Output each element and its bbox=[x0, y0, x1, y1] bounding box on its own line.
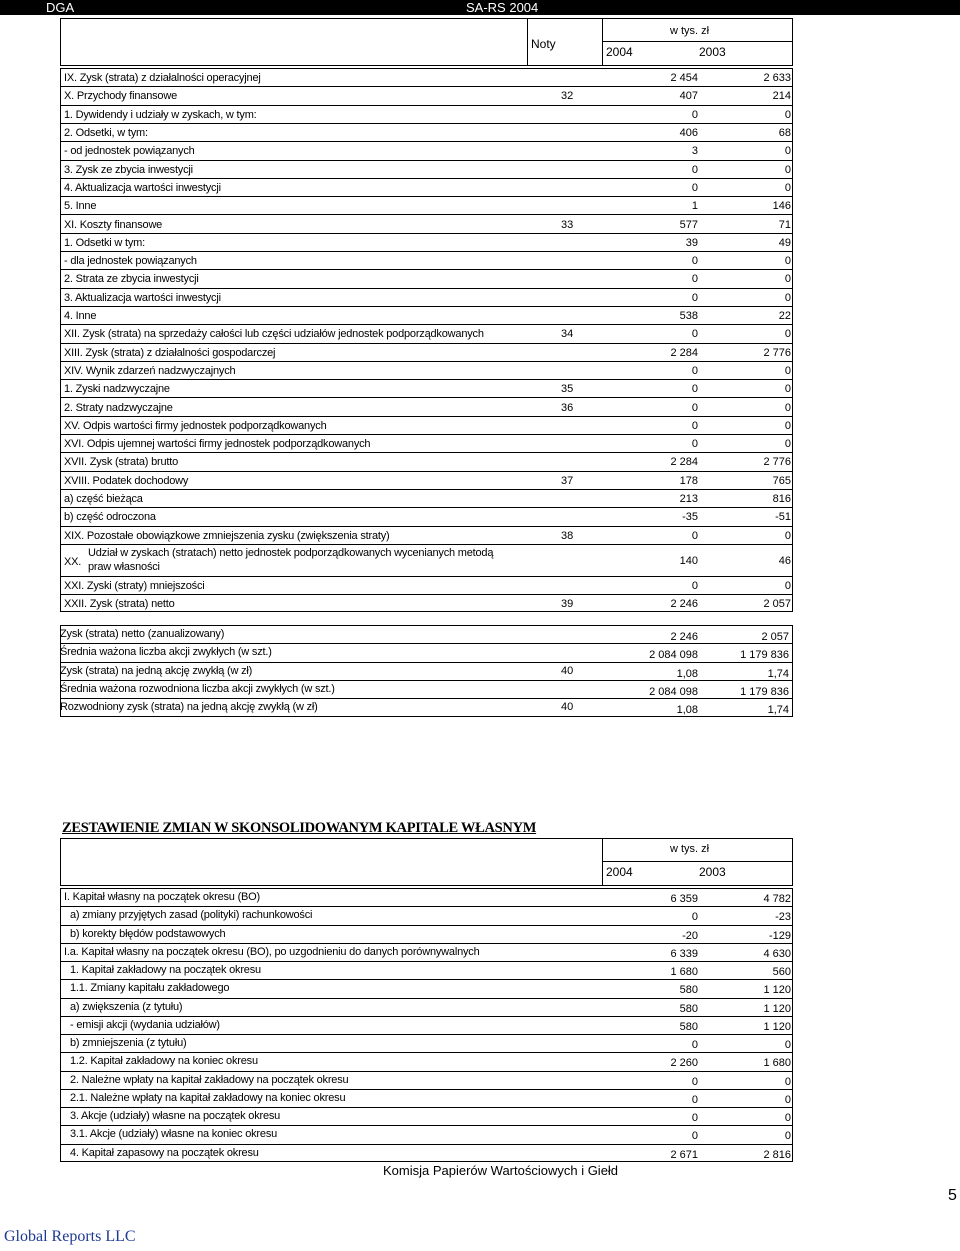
row-value-2003: 0 bbox=[784, 529, 791, 542]
row-value-2004: 0 bbox=[691, 1075, 698, 1088]
row-label: XIII. Zysk (strata) z działalności gospodarczej bbox=[64, 346, 276, 359]
row-value-2004: 2 084 098 bbox=[649, 649, 698, 662]
row-divider bbox=[60, 662, 793, 663]
row-value-2003: 2 633 bbox=[763, 72, 791, 85]
row-value-2003: 0 bbox=[784, 163, 791, 176]
row-label: Rozwodniony zysk (strata) na jedną akcję zwykłą (w zł) bbox=[60, 701, 318, 714]
row-divider bbox=[60, 1107, 793, 1108]
table-row bbox=[60, 489, 793, 507]
row-divider bbox=[60, 544, 793, 545]
row-label: - od jednostek powiązanych bbox=[64, 145, 195, 158]
row-note: 39 bbox=[561, 598, 574, 611]
row-label: Udział w zyskach (stratach) netto jednostek podporządkowanych wycenianych metodą bbox=[88, 546, 494, 559]
row-note: 32 bbox=[561, 90, 574, 103]
row-divider bbox=[60, 324, 793, 325]
table-row bbox=[60, 416, 793, 434]
row-value-2003: 0 bbox=[784, 438, 791, 451]
row-value-2003: 0 bbox=[784, 328, 791, 341]
row-value-2004: 407 bbox=[679, 90, 698, 103]
row-value-2004: 0 bbox=[691, 1130, 698, 1143]
table-row bbox=[60, 434, 793, 452]
row-note: 36 bbox=[561, 401, 574, 414]
row-label: XX. bbox=[64, 555, 82, 568]
row-label: a) zwiększenia (z tytułu) bbox=[70, 1000, 183, 1013]
row-label: 1.2. Kapitał zakładowy na koniec okresu bbox=[70, 1055, 258, 1068]
row-label: Średnia ważona rozwodniona liczba akcji zwykłych (w szt.) bbox=[60, 682, 335, 695]
row-divider bbox=[60, 86, 793, 87]
row-divider bbox=[60, 1089, 793, 1090]
row-label: XVII. Zysk (strata) brutto bbox=[64, 456, 178, 469]
row-divider bbox=[60, 306, 793, 307]
row-value-2004: 0 bbox=[691, 419, 698, 432]
table-row bbox=[60, 1089, 793, 1107]
row-value-2004: 2 671 bbox=[670, 1148, 698, 1161]
table-row bbox=[60, 507, 793, 525]
row-note: 40 bbox=[561, 664, 574, 677]
row-value-2004: 0 bbox=[691, 328, 698, 341]
table-row bbox=[60, 306, 793, 324]
table-row bbox=[60, 452, 793, 470]
table-row bbox=[60, 251, 793, 269]
row-value-2004: 178 bbox=[679, 474, 698, 487]
row-note: 35 bbox=[561, 383, 574, 396]
row-value-2003: 1 680 bbox=[763, 1057, 791, 1070]
row-note: 37 bbox=[561, 474, 574, 487]
row-label: XVIII. Podatek dochodowy bbox=[64, 474, 189, 487]
row-value-2004: -20 bbox=[682, 929, 698, 942]
table-row bbox=[60, 160, 793, 178]
table1-header-divider bbox=[602, 18, 603, 66]
row-label: - dla jednostek powiązanych bbox=[64, 255, 197, 268]
row-label: IX. Zysk (strata) z działalności operacyjnej bbox=[64, 72, 261, 85]
row-divider bbox=[60, 489, 793, 490]
row-label: XIX. Pozostałe obowiązkowe zmniejszenia zysku (zwiększenia straty) bbox=[64, 529, 390, 542]
row-value-2003: -51 bbox=[775, 511, 791, 524]
footer-center-text: Komisja Papierów Wartościowych i Giełd bbox=[383, 1163, 619, 1178]
row-label: a) zmiany przyjętych zasad (polityki) rachunkowości bbox=[70, 909, 313, 922]
row-value-2003: 560 bbox=[772, 966, 791, 978]
row-value-2004: 0 bbox=[691, 401, 698, 414]
footer-brand: Global Reports LLC bbox=[4, 1228, 136, 1245]
row-label: - emisji akcji (wydania udziałów) bbox=[70, 1018, 220, 1031]
row-value-2004: 0 bbox=[691, 255, 698, 268]
row-divider bbox=[60, 680, 793, 681]
row-label: XI. Koszty finansowe bbox=[64, 218, 163, 231]
row-value-2003: 0 bbox=[784, 1039, 791, 1051]
row-divider bbox=[60, 178, 793, 179]
row-divider bbox=[60, 160, 793, 161]
row-value-2003: 0 bbox=[784, 364, 791, 377]
row-note: 33 bbox=[561, 218, 574, 231]
row-label: b) korekty błędów podstawowych bbox=[70, 927, 226, 940]
table-row bbox=[60, 1016, 793, 1034]
row-value-2003: 0 bbox=[784, 273, 791, 286]
row-value-2004: 1,08 bbox=[676, 704, 698, 717]
row-divider bbox=[60, 471, 793, 472]
row-value-2003: 68 bbox=[778, 127, 791, 140]
row-divider bbox=[60, 343, 793, 344]
row-value-2003: 0 bbox=[784, 1130, 791, 1143]
row-divider bbox=[60, 925, 793, 926]
row-value-2004: 2 246 bbox=[670, 631, 698, 643]
row-value-2004: 2 084 098 bbox=[649, 685, 698, 698]
row-label: 3. Zysk ze zbycia inwestycji bbox=[64, 163, 193, 176]
table-row bbox=[60, 979, 793, 997]
row-divider bbox=[60, 379, 793, 380]
row-value-2003: 46 bbox=[778, 554, 791, 567]
row-label: a) część bieżąca bbox=[64, 493, 143, 506]
table-row bbox=[60, 1125, 793, 1143]
table1-header-divider bbox=[527, 18, 528, 66]
row-divider bbox=[60, 123, 793, 124]
table3-header-divider bbox=[602, 838, 603, 886]
row-value-2003: 765 bbox=[772, 474, 791, 487]
row-value-2003: 0 bbox=[784, 1093, 791, 1106]
row-divider bbox=[60, 105, 793, 106]
year-2004-header: 2004 bbox=[606, 45, 633, 59]
row-divider bbox=[60, 1034, 793, 1035]
header-bar bbox=[0, 0, 960, 15]
row-value-2003: 0 bbox=[784, 291, 791, 304]
table-row bbox=[60, 998, 793, 1016]
table-row bbox=[60, 625, 793, 643]
table-row bbox=[60, 943, 793, 961]
row-value-2004: 213 bbox=[679, 493, 698, 506]
row-value-2004: 2 284 bbox=[670, 346, 698, 359]
row-value-2004: 0 bbox=[691, 1039, 698, 1051]
table3-header-rule bbox=[602, 861, 793, 862]
table-row bbox=[60, 643, 793, 661]
row-value-2004: 580 bbox=[679, 1020, 698, 1033]
row-value-2004: 0 bbox=[691, 579, 698, 592]
row-divider bbox=[60, 141, 793, 142]
row-label: XXII. Zysk (strata) netto bbox=[64, 598, 175, 611]
row-value-2004: 1 bbox=[691, 200, 698, 213]
row-value-2004: 0 bbox=[691, 1093, 698, 1106]
row-label: I. Kapitał własny na początek okresu (BO) bbox=[64, 891, 261, 903]
row-value-2004: 6 339 bbox=[670, 947, 698, 960]
row-label: Zysk (strata) na jedną akcję zwykłą (w zł) bbox=[60, 664, 253, 677]
row-value-2003: 71 bbox=[778, 218, 791, 231]
row-divider bbox=[60, 214, 793, 215]
row-label: 4. Inne bbox=[64, 310, 97, 323]
row-label: praw własności bbox=[88, 560, 160, 573]
row-divider bbox=[60, 594, 793, 595]
row-value-2003: 1,74 bbox=[767, 667, 789, 680]
row-value-2003: 1 120 bbox=[763, 984, 791, 997]
row-label: XIV. Wynik zdarzeń nadzwyczajnych bbox=[64, 364, 236, 377]
row-value-2003: 2 776 bbox=[763, 346, 791, 359]
table-row bbox=[60, 105, 793, 123]
row-value-2004: 1 680 bbox=[670, 966, 698, 978]
row-label: 1.1. Zmiany kapitału zakładowego bbox=[70, 982, 230, 995]
row-value-2003: 0 bbox=[784, 181, 791, 194]
row-divider bbox=[60, 906, 793, 907]
units-label: w tys. zł bbox=[670, 25, 710, 37]
row-label: Średnia ważona liczba akcji zwykłych (w szt.) bbox=[60, 646, 272, 659]
row-value-2003: 1 179 836 bbox=[740, 685, 789, 698]
table-row bbox=[60, 1071, 793, 1089]
table-row bbox=[60, 594, 793, 612]
row-label: 1. Zyski nadzwyczajne bbox=[64, 383, 170, 396]
row-label: 2. Straty nadzwyczajne bbox=[64, 401, 173, 414]
row-label: 3. Akcje (udziały) własne na początek okresu bbox=[70, 1110, 281, 1122]
table-row bbox=[60, 680, 793, 698]
row-value-2003: 0 bbox=[784, 145, 791, 158]
table-row bbox=[60, 888, 793, 906]
row-divider bbox=[60, 526, 793, 527]
row-value-2004: 2 260 bbox=[670, 1057, 698, 1070]
row-label: XII. Zysk (strata) na sprzedaży całości lub części udziałów jednostek podporządkowanych bbox=[64, 328, 484, 341]
table-row bbox=[60, 906, 793, 924]
row-value-2004: -35 bbox=[682, 511, 698, 524]
row-divider bbox=[60, 269, 793, 270]
row-divider bbox=[60, 416, 793, 417]
row-note: 38 bbox=[561, 529, 574, 542]
row-divider bbox=[60, 643, 793, 644]
row-divider bbox=[60, 251, 793, 252]
row-divider bbox=[60, 961, 793, 962]
row-label: XV. Odpis wartości firmy jednostek podporządkowanych bbox=[64, 419, 327, 432]
row-value-2004: 577 bbox=[679, 218, 698, 231]
row-label: 1. Odsetki w tym: bbox=[64, 236, 145, 249]
row-value-2004: 0 bbox=[691, 108, 698, 121]
row-label: Zysk (strata) netto (zanualizowany) bbox=[60, 628, 225, 640]
row-label: 1. Kapitał zakładowy na początek okresu bbox=[70, 964, 261, 976]
row-value-2003: 214 bbox=[772, 90, 791, 103]
row-label: b) część odroczona bbox=[64, 511, 156, 524]
row-label: 5. Inne bbox=[64, 200, 97, 213]
row-value-2004: 580 bbox=[679, 984, 698, 997]
row-divider bbox=[60, 979, 793, 980]
row-note: 34 bbox=[561, 328, 574, 341]
section-title: ZESTAWIENIE ZMIAN W SKONSOLIDOWANYM KAPITALE WŁASNYM bbox=[62, 820, 537, 836]
year-2003-header: 2003 bbox=[699, 45, 726, 59]
row-value-2003: 0 bbox=[784, 108, 791, 121]
table-row bbox=[60, 361, 793, 379]
table-row bbox=[60, 288, 793, 306]
row-value-2003: 2 776 bbox=[763, 456, 791, 469]
table-row bbox=[60, 576, 793, 594]
row-label: XXI. Zyski (straty) mniejszości bbox=[64, 579, 205, 592]
row-value-2003: -23 bbox=[775, 911, 791, 924]
table-row bbox=[60, 1034, 793, 1052]
table-row bbox=[60, 961, 793, 979]
table-row bbox=[60, 324, 793, 342]
row-value-2003: 0 bbox=[784, 419, 791, 432]
row-value-2003: 0 bbox=[784, 1112, 791, 1124]
row-value-2004: 2 454 bbox=[670, 72, 698, 85]
row-value-2004: 0 bbox=[691, 364, 698, 377]
year-2004-header: 2004 bbox=[606, 865, 633, 879]
row-value-2004: 0 bbox=[691, 291, 698, 304]
row-value-2004: 1,08 bbox=[676, 667, 698, 680]
table-row bbox=[60, 178, 793, 196]
year-2003-header: 2003 bbox=[699, 865, 726, 879]
row-value-2004: 0 bbox=[691, 273, 698, 286]
row-divider bbox=[60, 196, 793, 197]
row-value-2004: 2 246 bbox=[670, 598, 698, 611]
row-value-2004: 39 bbox=[685, 236, 698, 249]
table-row bbox=[60, 925, 793, 943]
row-value-2004: 0 bbox=[691, 181, 698, 194]
row-divider bbox=[60, 397, 793, 398]
row-value-2004: 2 284 bbox=[670, 456, 698, 469]
row-label: X. Przychody finansowe bbox=[64, 90, 177, 103]
page-number: 5 bbox=[948, 1187, 957, 1204]
row-divider bbox=[60, 1071, 793, 1072]
row-label: 2. Strata ze zbycia inwestycji bbox=[64, 273, 199, 286]
table-row bbox=[60, 379, 793, 397]
row-label: 2.1. Należne wpłaty na kapitał zakładowy na koniec okresu bbox=[70, 1091, 346, 1104]
row-divider bbox=[60, 998, 793, 999]
row-value-2003: 0 bbox=[784, 579, 791, 592]
table-row bbox=[60, 343, 793, 361]
table-row bbox=[60, 1052, 793, 1070]
row-value-2003: 4 630 bbox=[763, 947, 791, 960]
row-label: 1. Dywidendy i udziały w zyskach, w tym: bbox=[64, 108, 257, 121]
row-label: I.a. Kapitał własny na początek okresu (BO), po uzgodnieniu do danych porównywalnych bbox=[64, 945, 480, 958]
table-row bbox=[60, 397, 793, 415]
row-divider bbox=[60, 1125, 793, 1126]
row-value-2003: 1,74 bbox=[767, 704, 789, 717]
row-label: XVI. Odpis ujemnej wartości firmy jednostek podporządkowanych bbox=[64, 438, 371, 451]
row-divider bbox=[60, 361, 793, 362]
row-value-2004: 3 bbox=[691, 145, 698, 158]
row-divider bbox=[60, 434, 793, 435]
row-value-2004: 538 bbox=[679, 310, 698, 323]
row-label: b) zmniejszenia (z tytułu) bbox=[70, 1037, 187, 1049]
table-row bbox=[60, 233, 793, 251]
table-row bbox=[60, 526, 793, 544]
row-divider bbox=[60, 1052, 793, 1053]
row-label: 4. Kapitał zapasowy na początek okresu bbox=[70, 1146, 259, 1159]
row-divider bbox=[60, 943, 793, 944]
row-divider bbox=[60, 698, 793, 699]
row-label: 4. Aktualizacja wartości inwestycji bbox=[64, 181, 221, 194]
row-value-2003: 49 bbox=[778, 236, 791, 249]
table-row bbox=[60, 196, 793, 214]
table-row bbox=[60, 1107, 793, 1125]
table-row bbox=[60, 214, 793, 232]
row-divider bbox=[60, 576, 793, 577]
row-value-2003: 0 bbox=[784, 255, 791, 268]
row-value-2004: 6 359 bbox=[670, 893, 698, 905]
table-row bbox=[60, 141, 793, 159]
row-value-2003: 0 bbox=[784, 401, 791, 414]
row-value-2004: 406 bbox=[679, 127, 698, 140]
row-label: 2. Odsetki, w tym: bbox=[64, 127, 148, 140]
row-value-2003: 1 120 bbox=[763, 1002, 791, 1015]
row-value-2004: 580 bbox=[679, 1002, 698, 1015]
row-value-2004: 0 bbox=[691, 1112, 698, 1124]
row-divider bbox=[60, 288, 793, 289]
row-value-2004: 0 bbox=[691, 438, 698, 451]
units-label: w tys. zł bbox=[670, 843, 710, 855]
row-value-2003: 0 bbox=[784, 383, 791, 396]
row-value-2003: 22 bbox=[778, 310, 791, 323]
table-row bbox=[60, 68, 793, 86]
row-value-2003: -129 bbox=[768, 929, 791, 942]
row-value-2004: 0 bbox=[691, 163, 698, 176]
row-value-2003: 1 179 836 bbox=[740, 649, 789, 662]
row-value-2003: 2 057 bbox=[763, 598, 791, 611]
table-row bbox=[60, 269, 793, 287]
table-row bbox=[60, 471, 793, 489]
row-divider bbox=[60, 1144, 793, 1145]
table-row bbox=[60, 1144, 793, 1162]
row-note: 40 bbox=[561, 701, 574, 714]
row-divider bbox=[60, 452, 793, 453]
row-value-2003: 146 bbox=[772, 200, 791, 213]
row-divider bbox=[60, 1016, 793, 1017]
row-value-2004: 0 bbox=[691, 911, 698, 924]
table-row bbox=[60, 662, 793, 680]
row-value-2003: 2 816 bbox=[763, 1148, 791, 1161]
header-right-text: SA-RS 2004 bbox=[466, 0, 539, 15]
row-value-2004: 0 bbox=[691, 529, 698, 542]
row-value-2003: 816 bbox=[772, 493, 791, 506]
table-row bbox=[60, 698, 793, 716]
row-value-2003: 1 120 bbox=[763, 1020, 791, 1033]
row-divider bbox=[60, 233, 793, 234]
row-label: 3.1. Akcje (udziały) własne na koniec okresu bbox=[70, 1128, 278, 1141]
table-row bbox=[60, 544, 793, 576]
row-divider bbox=[60, 507, 793, 508]
table1-header-rule bbox=[602, 41, 793, 42]
row-value-2003: 0 bbox=[784, 1075, 791, 1088]
row-value-2003: 2 057 bbox=[761, 631, 789, 643]
notes-header: Noty bbox=[531, 37, 556, 51]
row-value-2004: 0 bbox=[691, 383, 698, 396]
table-row bbox=[60, 123, 793, 141]
row-value-2003: 4 782 bbox=[763, 893, 791, 905]
header-left-text: DGA bbox=[46, 0, 75, 15]
row-value-2004: 140 bbox=[679, 554, 698, 567]
row-label: 3. Aktualizacja wartości inwestycji bbox=[64, 291, 221, 304]
table-row bbox=[60, 86, 793, 104]
row-label: 2. Należne wpłaty na kapitał zakładowy na początek okresu bbox=[70, 1073, 349, 1086]
